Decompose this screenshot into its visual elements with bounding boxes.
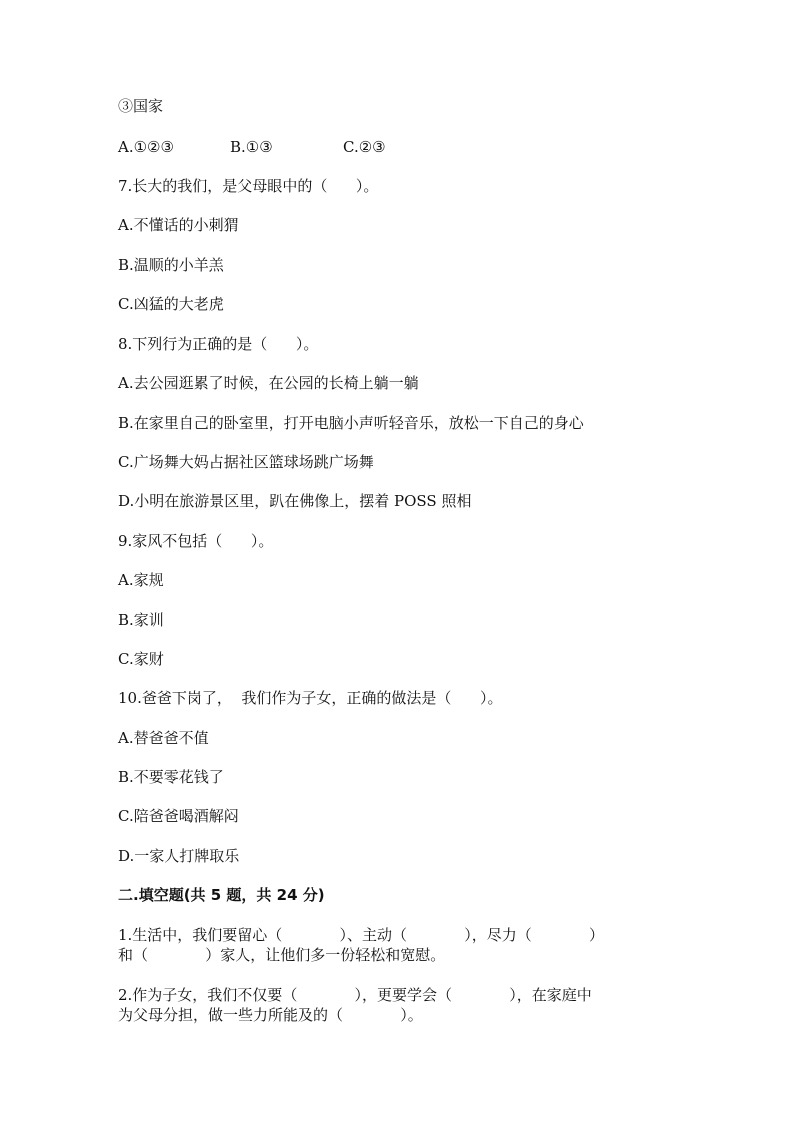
fill-question-1-line-2: 和（ ）家人，让他们多一份轻松和宽慰。	[118, 946, 446, 964]
fill-question-2-line-2: 为父母分担，做一些力所能及的（ ）。	[118, 1006, 423, 1024]
question-8-stem: 8.下列行为正确的是（ ）。	[118, 335, 319, 353]
question-7-option-a: A.不懂话的小刺猬	[118, 216, 239, 234]
fill-question-2-line-1: 2.作为子女，我们不仅要（ ），更要学会（ ），在家庭中	[118, 986, 592, 1004]
question-7-stem: 7.长大的我们，是父母眼中的（ ）。	[118, 177, 379, 195]
option-b: B.①③	[230, 138, 273, 156]
question-9-option-c: C.家财	[118, 650, 164, 668]
option-a: A.①②③	[118, 138, 174, 156]
question-10-option-c: C.陪爸爸喝酒解闷	[118, 807, 239, 825]
section-title-fill-blanks: 二.填空题(共 5 题，共 24 分)	[118, 886, 325, 904]
question-10-option-b: B.不要零花钱了	[118, 768, 224, 786]
question-10-option-a: A.替爸爸不值	[118, 729, 209, 747]
question-7-option-b: B.温顺的小羊羔	[118, 256, 224, 274]
question-10-option-d: D.一家人打牌取乐	[118, 847, 240, 865]
question-9-option-b: B.家训	[118, 611, 164, 629]
question-9-option-a: A.家规	[118, 571, 164, 589]
question-7-option-c: C.凶猛的大老虎	[118, 295, 224, 313]
option-fragment: ③国家	[118, 97, 164, 115]
question-9-stem: 9.家风不包括（ ）。	[118, 532, 274, 550]
question-8-option-c: C.广场舞大妈占据社区篮球场跳广场舞	[118, 453, 374, 471]
option-c: C.②③	[343, 138, 386, 156]
question-8-option-b: B.在家里自己的卧室里，打开电脑小声听轻音乐，放松一下自己的身心	[118, 414, 584, 432]
fill-question-1-line-1: 1.生活中，我们要留心（ ）、主动（ ），尽力（ ）	[118, 926, 604, 944]
question-8-option-d: D.小明在旅游景区里，趴在佛像上，摆着 POSS 照相	[118, 492, 472, 510]
question-10-stem: 10.爸爸下岗了， 我们作为子女，正确的做法是（ ）。	[118, 689, 503, 707]
question-8-option-a: A.去公园逛累了时候，在公园的长椅上躺一躺	[118, 374, 419, 392]
